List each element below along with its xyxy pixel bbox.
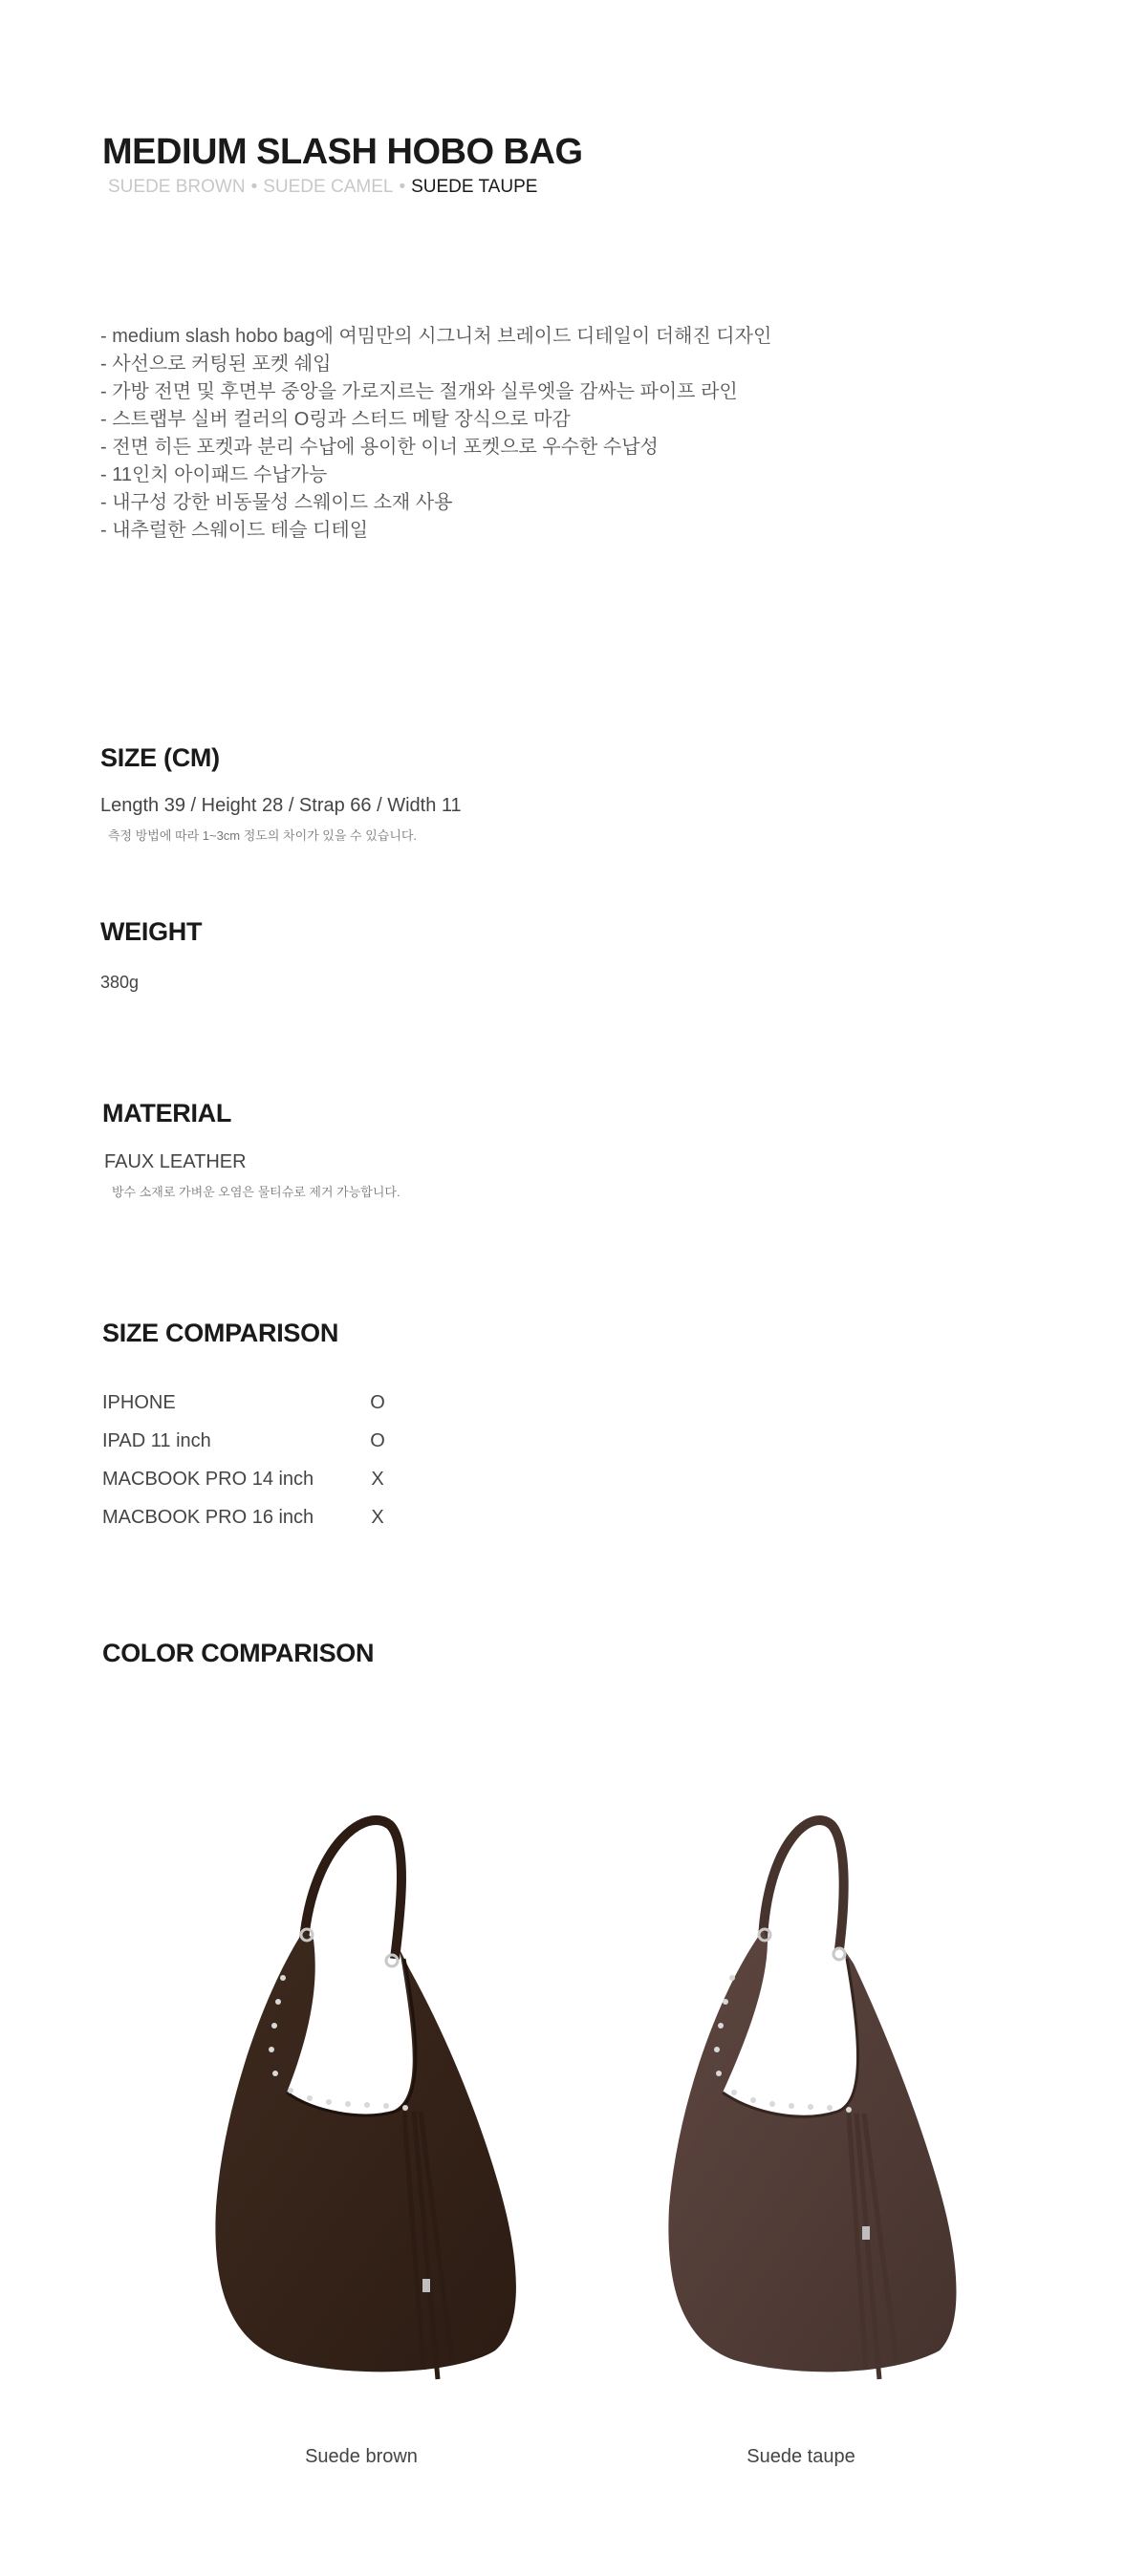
table-row xyxy=(102,1460,397,1498)
color-option-suede-brown[interactable]: SUEDE BROWN xyxy=(108,177,246,197)
bag-image-suede-taupe xyxy=(610,1806,992,2417)
product-description xyxy=(100,323,771,545)
description-line: - 스트랩부 실버 컬러의 O링과 스터드 메탈 장식으로 마감 xyxy=(100,409,571,430)
description-line: - 가방 전면 및 후면부 중앙을 가로지르는 절개와 실루엣을 감싸는 파이프 라인 xyxy=(100,381,738,402)
table-row xyxy=(102,1422,397,1460)
fit-mark: X xyxy=(371,1468,384,1490)
bag-strap xyxy=(304,1820,401,1959)
material-value: FAUX LEATHER xyxy=(104,1151,247,1172)
color-separator: • xyxy=(250,177,258,197)
table-row xyxy=(102,1498,397,1536)
description-line: - 11인치 아이패드 수납가능 xyxy=(100,464,328,485)
weight-heading: WEIGHT xyxy=(100,917,203,946)
size-comparison-table xyxy=(102,1384,397,1536)
bag-body xyxy=(668,1930,956,2372)
description-line: - 전면 히든 포켓과 분리 수납에 용이한 이너 포켓으로 우수한 수납성 xyxy=(100,437,659,458)
bag-body xyxy=(215,1930,516,2372)
size-value: Length 39 / Height 28 / Strap 66 / Width 11 xyxy=(100,795,462,816)
device-name: MACBOOK PRO 16 inch xyxy=(102,1506,314,1528)
description-line: - 사선으로 커팅된 포켓 쉐입 xyxy=(100,354,332,375)
fit-mark: O xyxy=(370,1391,385,1413)
size-note: 측정 방법에 따라 1~3cm 정도의 차이가 있을 수 있습니다. xyxy=(108,828,418,843)
color-separator: • xyxy=(399,177,406,197)
fit-mark: O xyxy=(370,1429,385,1451)
bag-strap xyxy=(763,1820,844,1949)
product-title: MEDIUM SLASH HOBO BAG xyxy=(102,132,583,172)
device-name: MACBOOK PRO 14 inch xyxy=(102,1468,314,1490)
color-option-suede-taupe[interactable]: SUEDE TAUPE xyxy=(411,177,538,197)
color-caption-suede-taupe: Suede taupe xyxy=(747,2446,855,2467)
color-options xyxy=(108,177,537,198)
table-row xyxy=(102,1384,397,1422)
bag-image-suede-brown xyxy=(170,1806,552,2417)
description-line: - 내추럴한 스웨이드 테슬 디테일 xyxy=(100,520,369,541)
size-comparison-heading: SIZE COMPARISON xyxy=(102,1319,339,1347)
color-comparison-heading: COLOR COMPARISON xyxy=(102,1639,375,1667)
fit-mark: X xyxy=(371,1506,384,1528)
color-option-suede-camel[interactable]: SUEDE CAMEL xyxy=(263,177,394,197)
description-line: - medium slash hobo bag에 여밈만의 시그니처 브레이드 디테일이 더해진 디자인 xyxy=(100,326,772,347)
color-caption-suede-brown: Suede brown xyxy=(305,2446,418,2467)
material-heading: MATERIAL xyxy=(102,1099,232,1127)
hobo-bag-illustration xyxy=(170,1806,552,2417)
material-note: 방수 소재로 가벼운 오염은 물티슈로 제거 가능합니다. xyxy=(112,1185,400,1199)
hobo-bag-illustration xyxy=(610,1806,992,2417)
weight-value: 380g xyxy=(100,973,140,992)
description-line: - 내구성 강한 비동물성 스웨이드 소재 사용 xyxy=(100,492,453,513)
device-name: IPHONE xyxy=(102,1391,176,1413)
size-heading: SIZE (CM) xyxy=(100,743,220,772)
device-name: IPAD 11 inch xyxy=(102,1429,211,1451)
